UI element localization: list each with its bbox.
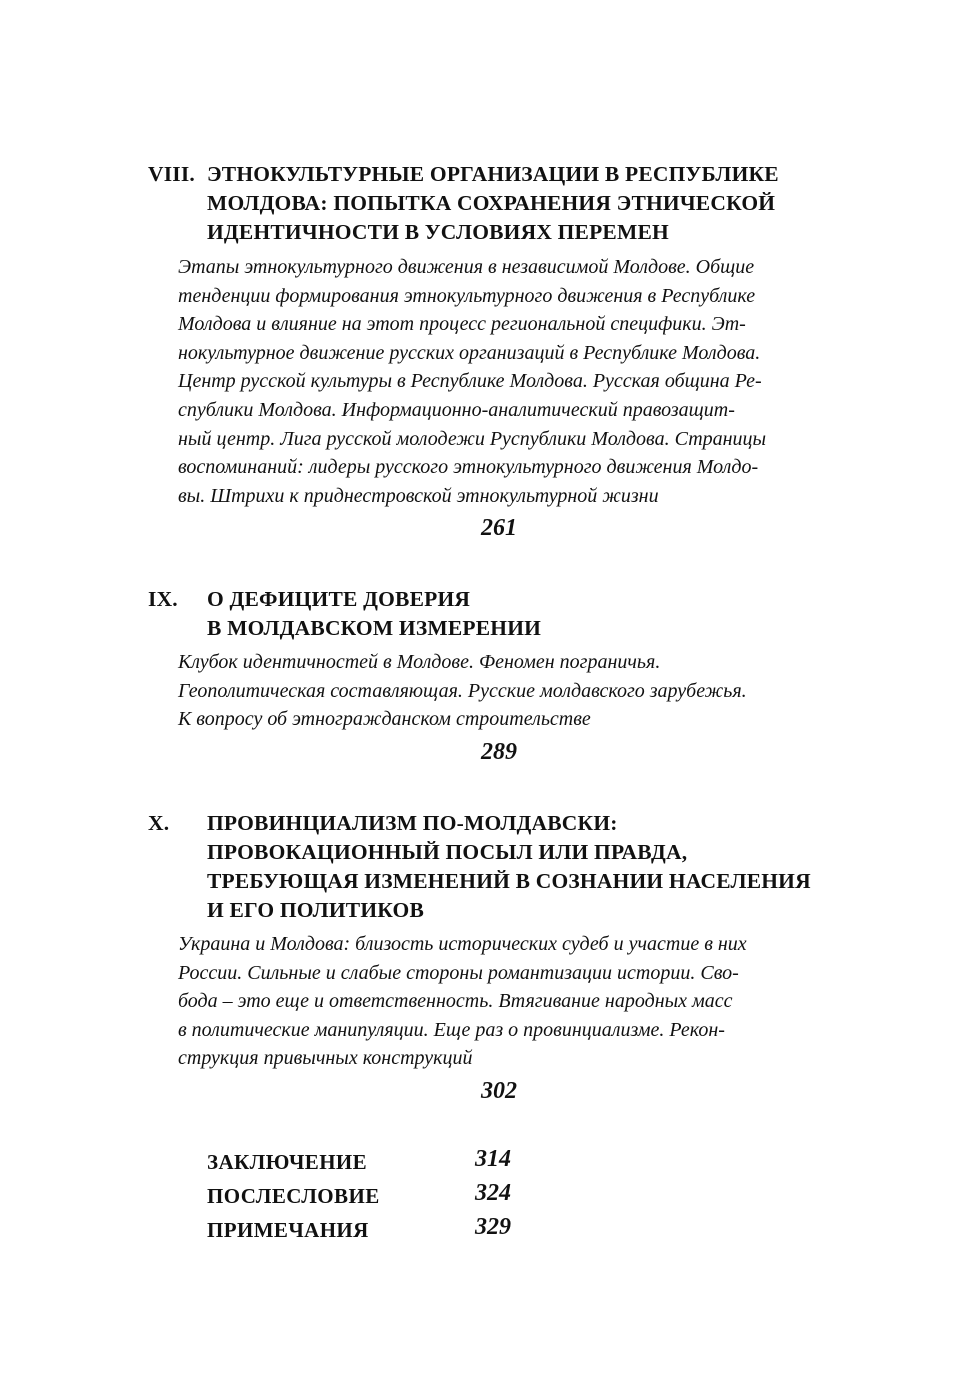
summary-line: воспоминаний: лидеры русского этнокультурного движения Молдо- [178,456,759,479]
chapter-title-line: ЭТНОКУЛЬТУРНЫЕ ОРГАНИЗАЦИИ В РЕСПУБЛИКЕ [207,162,779,186]
chapter-page-number: 261 [481,515,517,541]
chapter-title-x [148,809,878,925]
summary-line: К вопросу об этногражданском строительстве [178,708,591,731]
chapter-title-line: И ЕГО ПОЛИТИКОВ [207,898,424,922]
back-matter-title: ПОСЛЕСЛОВИЕ [207,1184,380,1208]
summary-line: бода – это еще и ответственность. Втягивание народных масс [178,990,733,1013]
summary-line: в политические манипуляции. Еще раз о провинциализме. Рекон- [178,1018,725,1041]
back-matter-page: 314 [475,1146,511,1172]
back-matter-title: ПРИМЕЧАНИЯ [207,1218,369,1242]
chapter-number: X. [148,811,170,835]
chapter-title-viii [148,160,878,247]
summary-line: Украина и Молдова: близость исторических судеб и участие в них [178,933,747,955]
back-matter-page: 329 [475,1214,511,1240]
summary-line: Молдова и влияние на этот процесс региональной специфики. Эт- [178,313,746,336]
summary-line: спублики Молдова. Информационно-аналитический правозащит- [178,398,735,421]
back-matter-title: ЗАКЛЮЧЕНИЕ [207,1150,368,1174]
chapter-page-number: 289 [481,739,517,765]
summary-line: нокультурное движение русских организаций в Республике Молдова. [178,341,761,364]
summary-line: тенденции формирования этнокультурного движения в Республике [178,284,756,307]
chapter-number: VIII. [148,162,196,186]
chapter-summary-x [178,930,747,1073]
summary-line: Центр русской культуры в Республике Молдова. Русская община Ре- [178,370,762,393]
summary-line: ный центр. Лига русской молодежи Руспублики Молдова. Страницы [178,427,767,450]
back-matter-page: 324 [475,1180,511,1206]
summary-line: вы. Штрихи к приднестровской этнокультурной жизни [178,484,659,507]
chapter-summary-ix [178,648,747,734]
chapter-number: IX. [148,587,178,611]
summary-line: струкция привычных конструкций [178,1047,473,1070]
chapter-title-line: О ДЕФИЦИТЕ ДОВЕРИЯ [207,587,471,611]
chapter-title-line: ТРЕБУЮЩАЯ ИЗМЕНЕНИЙ В СОЗНАНИИ НАСЕЛЕНИЯ [207,869,811,893]
chapter-page-number: 302 [481,1078,517,1104]
summary-line: Этапы этнокультурного движения в независимой Молдове. Общие [178,256,755,278]
chapter-summary-viii [178,253,766,510]
summary-line: Геополитическая составляющая. Русские молдавского зарубежья. [178,679,747,702]
chapter-title-line: МОЛДОВА: ПОПЫТКА СОХРАНЕНИЯ ЭТНИЧЕСКОЙ [207,191,776,215]
summary-line: Клубок идентичностей в Молдове. Феномен пограничья. [178,651,661,673]
chapter-title-line: ПРОВИНЦИАЛИЗМ ПО-МОЛДАВСКИ: [207,811,618,835]
chapter-title-line: В МОЛДАВСКОМ ИЗМЕРЕНИИ [207,616,542,640]
chapter-title-line: ИДЕНТИЧНОСТИ В УСЛОВИЯХ ПЕРЕМЕН [207,220,669,244]
chapter-title-line: ПРОВОКАЦИОННЫЙ ПОСЫЛ ИЛИ ПРАВДА, [207,840,688,864]
summary-line: России. Сильные и слабые стороны романтизации истории. Сво- [178,961,739,984]
chapter-title-ix [148,585,878,643]
